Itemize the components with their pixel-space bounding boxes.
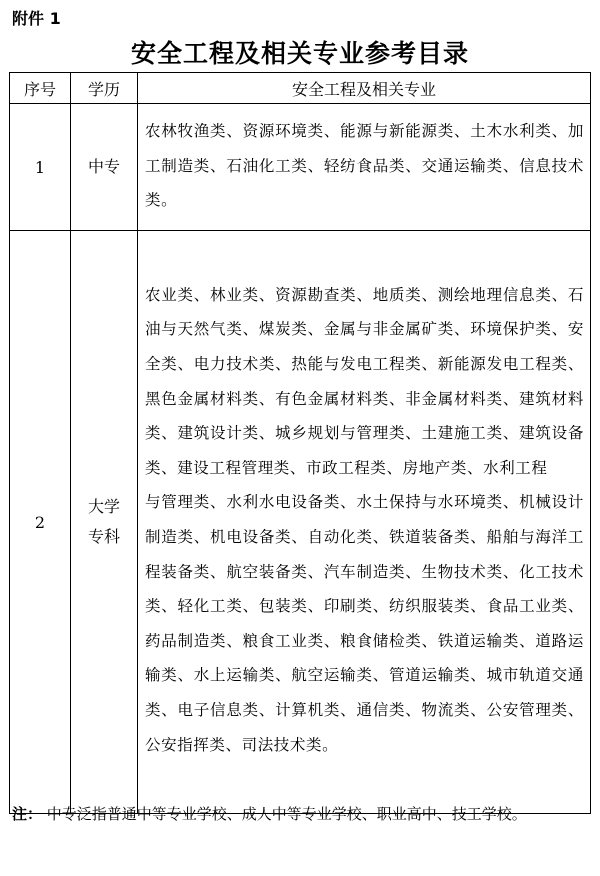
row-index: 2 <box>10 231 71 814</box>
column-header-majors: 安全工程及相关专业 <box>138 73 591 104</box>
table-header-row <box>10 73 591 104</box>
column-header-index: 序号 <box>10 73 71 104</box>
footnote-text: 中专泛指普通中等专业学校、成人中等专业学校、职业高中、技工学校。 <box>46 805 527 823</box>
column-header-education: 学历 <box>71 73 138 104</box>
footnote <box>12 798 572 831</box>
majors-text: 与管理类、水利水电设备类、水土保持与水环境类、机械设计制造类、机电设备类、自动化类、铁道装备类、船舶与海洋工程装备类、航空装备类、汽车制造类、生物技术类、化工技术类、轻化工类、包装类、印刷类、纺织服装类、食品工业类、药品制造类、粮食工业类、粮食储检类、铁道运输类、道路运输类、水上运输类、航空运输类、管道运输类、城市轨道交通类、电子信息类、计算机类、通信类、物流类、公安管理类、公安指挥类、司法技术类。 <box>145 493 584 754</box>
row-majors <box>138 231 591 814</box>
table-row <box>10 231 591 814</box>
attachment-label: 附件 1 <box>12 9 61 28</box>
row-education: 中专 <box>71 104 138 231</box>
majors-text: 农林牧渔类、资源环境类、能源与新能源类、土木水利类、加工制造类、石油化工类、轻纺食品类、交通运输类、信息技术类。 <box>145 122 584 210</box>
majors-text: 农业类、林业类、资源勘查类、地质类、测绘地理信息类、石油与天然气类、煤炭类、金属与非金属矿类、环境保护类、安全类、电力技术类、热能与发电工程类、新能源发电工程类、黑色金属材料类、有色金属材料类、非金属材料类、建筑材料类、建筑设计类、城乡规划与管理类、土建施工类、建筑设备类、建设工程管理类、市政工程类、房地产类、水利工程 <box>145 285 584 477</box>
row-index: 1 <box>10 104 71 231</box>
table-row <box>10 104 591 231</box>
major-catalog-table <box>9 72 591 814</box>
education-line: 大学 <box>87 497 120 516</box>
row-education <box>71 231 138 814</box>
education-line: 专科 <box>87 527 120 546</box>
footnote-label: 注： <box>12 805 43 823</box>
page-title: 安全工程及相关专业参考目录 <box>130 39 469 68</box>
row-majors <box>138 104 591 231</box>
